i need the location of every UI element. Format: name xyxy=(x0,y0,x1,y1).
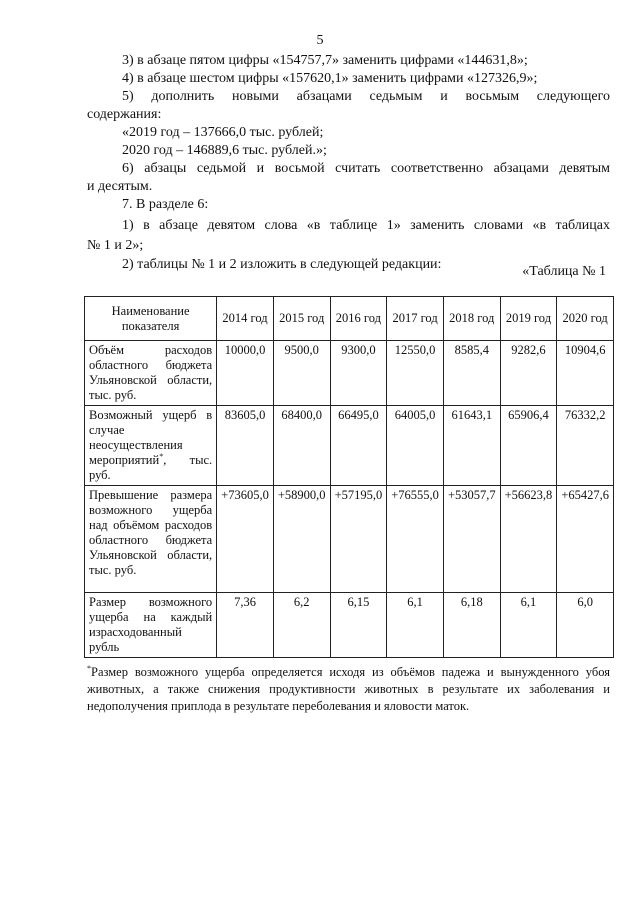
table-cell: 6,1 xyxy=(500,593,557,658)
table-cell: 76332,2 xyxy=(557,406,614,486)
header-year-2020: 2020 год xyxy=(557,297,614,341)
row-label: Размер возможного ущерба на каждый израсходованный рубль xyxy=(85,593,217,658)
table-cell: 9500,0 xyxy=(273,341,330,406)
table-cell: 6,18 xyxy=(443,593,500,658)
row-label-unit: , тыс. руб. xyxy=(89,453,213,482)
header-year-2014: 2014 год xyxy=(217,297,274,341)
table-cell: +53057,7 xyxy=(443,486,500,593)
table-cell: +76555,0 xyxy=(387,486,444,593)
table-cell: 9300,0 xyxy=(330,341,387,406)
table-row xyxy=(85,486,614,593)
paragraph-7-2: 2) таблицы № 1 и 2 изложить в следующей редакции: xyxy=(122,257,442,272)
row-label xyxy=(85,406,217,486)
table-row xyxy=(85,406,614,486)
header-year-2016: 2016 год xyxy=(330,297,387,341)
footnote-text: Размер возможного ущерба определяется исходя из объёмов падежа и вынужденного убоя животных, а также снижения продуктивности животных в результате их заболевания и недополучения приплода в результате переболевания и яловости маток. xyxy=(87,665,610,713)
page-number: 5 xyxy=(316,33,324,48)
section-7-heading: 7. В разделе 6: xyxy=(122,197,209,212)
table-caption: «Таблица № 1 xyxy=(522,264,606,279)
paragraph-6: 6) абзацы седьмой и восьмой считать соответственно абзацами девятым xyxy=(122,161,610,176)
table-cell: +73605,0 xyxy=(217,486,274,593)
footnote xyxy=(87,664,610,715)
table-row xyxy=(85,341,614,406)
row-label-text: Возможный ущерб в случае неосуществления мероприятий xyxy=(89,408,213,467)
header-year-2018: 2018 год xyxy=(443,297,500,341)
header-year-2019: 2019 год xyxy=(500,297,557,341)
table-header-row xyxy=(85,297,614,341)
paragraph-5-cont: содержания: xyxy=(87,107,162,122)
row-label: Превышение размера возможного ущерба над объёмом расходов областного бюджета Ульяновской области, тыс. руб. xyxy=(85,486,217,593)
table-cell: 8585,4 xyxy=(443,341,500,406)
table-cell: 6,15 xyxy=(330,593,387,658)
table-cell: +57195,0 xyxy=(330,486,387,593)
table-cell: 6,2 xyxy=(273,593,330,658)
table-cell: 6,1 xyxy=(387,593,444,658)
table-cell: 10904,6 xyxy=(557,341,614,406)
table-row xyxy=(85,593,614,658)
table-cell: +56623,8 xyxy=(500,486,557,593)
paragraph-5: 5) дополнить новыми абзацами седьмым и восьмым следующего xyxy=(122,89,610,104)
table-cell: 68400,0 xyxy=(273,406,330,486)
paragraph-6-cont: и десятым. xyxy=(87,179,153,194)
paragraph-7-1: 1) в абзаце девятом слова «в таблице 1» заменить словами «в таблицах xyxy=(122,218,610,233)
table-cell: 7,36 xyxy=(217,593,274,658)
footnote-mark: * xyxy=(159,451,164,461)
paragraph-3: 3) в абзаце пятом цифры «154757,7» заменить цифрами «144631,8»; xyxy=(122,53,528,68)
table-cell: 9282,6 xyxy=(500,341,557,406)
header-year-2017: 2017 год xyxy=(387,297,444,341)
table-cell: 10000,0 xyxy=(217,341,274,406)
table-cell: 65906,4 xyxy=(500,406,557,486)
table-cell: 83605,0 xyxy=(217,406,274,486)
table-cell: 61643,1 xyxy=(443,406,500,486)
row-label: Объём расходов областного бюджета Ульяновской области, тыс. руб. xyxy=(85,341,217,406)
table-cell: 64005,0 xyxy=(387,406,444,486)
table-cell: 6,0 xyxy=(557,593,614,658)
header-year-2015: 2015 год xyxy=(273,297,330,341)
table-cell: 12550,0 xyxy=(387,341,444,406)
table-cell: 66495,0 xyxy=(330,406,387,486)
indicators-table xyxy=(84,296,614,658)
paragraph-2020: 2020 год – 146889,6 тыс. рублей.»; xyxy=(122,143,327,158)
header-indicator-name: Наименование показателя xyxy=(85,297,217,341)
footnote-mark: * xyxy=(87,663,91,673)
paragraph-2019: «2019 год – 137666,0 тыс. рублей; xyxy=(122,125,324,140)
paragraph-7-1-cont: № 1 и 2»; xyxy=(87,238,144,253)
table-cell: +58900,0 xyxy=(273,486,330,593)
table-cell: +65427,6 xyxy=(557,486,614,593)
paragraph-4: 4) в абзаце шестом цифры «157620,1» заменить цифрами «127326,9»; xyxy=(122,71,538,86)
